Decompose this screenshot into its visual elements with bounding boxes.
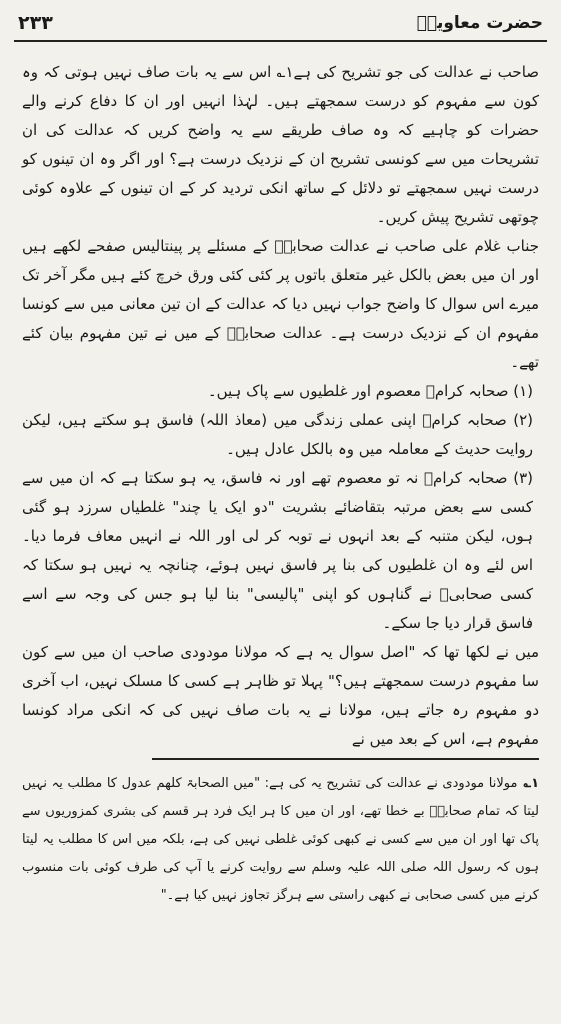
paragraph: صاحب نے عدالت کی جو تشریح کی ہے۱؎ اس سے یہ بات صاف نہیں ہوتی کہ وہ کون سے مفہوم کو درست سمجھتے ہیں۔ لہٰذا انہیں اور ان کا دفاع کرنے والے حضرات کو چاہیے کہ وہ صاف طریقے سے یہ واضح کریں کہ عدالت کی ان تشریحات میں سے کونسی تشریح ان کے نزدیک درست ہے؟ اور اگر وہ ان تینوں کو درست نہیں سمجھتے تو دلائل کے ساتھ انکی تردید کر کے ان تینوں کے علاوہ کوئی چوتھی تشریح پیش کریں۔: [22, 63, 539, 226]
footnote-marker: ۱؎: [523, 776, 539, 791]
running-title: حضرت معاویہؓ: [416, 13, 543, 33]
list-item: (۳) صحابہ کرامؓ نہ تو معصوم تھے اور نہ فاسق، یہ ہو سکتا ہے کہ ان میں سے کسی سے بعض مرتبہ بتقاضائے بشریت "دو ایک یا چند" غلطیاں سرزد ہو گئی ہوں، لیکن متنبہ کے بعد انہوں نے توبہ کر لی اور اللہ نے انہیں معاف فرما دیا۔ اس لئے وہ ان غلطیوں کی بنا پر فاسق نہیں ہوئے، چنانچہ یہ نہیں ہو سکتا کہ کسی صحابیؓ نے گناہوں کو اپنی "پالیسی" بنا لیا ہو جس کی وجہ سے اسے فاسق قرار دیا جا سکے۔: [22, 469, 533, 632]
page-number: ۲۳۳: [18, 12, 53, 34]
list-item: (۱) صحابہ کرامؓ معصوم اور غلطیوں سے پاک ہیں۔: [207, 382, 533, 400]
footnote-text: مولانا مودودی نے عدالت کی تشریح یہ کی ہے: "میں الصحابۃ کلھم عدول کا مطلب یہ نہیں لیتا کہ تمام صحابہؓ بے خطا تھے، اور ان میں کا ہر ایک فرد ہر قسم کی بشری کمزوریوں سے پاک تھا اور ان میں سے کسی نے کبھی کوئی غلطی نہیں کی ہے، بلکہ میں اس کا مطلب یہ لیتا ہوں کہ رسول اللہ صلی اللہ علیہ وسلم سے روایت کرنے یا آپ کی طرف کوئی بات منسوب کرنے میں کسی صحابی نے کبھی راستی سے ہرگز تجاوز نہیں کیا ہے۔": [22, 776, 539, 903]
footnote: [22, 770, 539, 910]
header-divider: [14, 40, 547, 42]
page-header: [18, 8, 543, 38]
paragraph: جناب غلام علی صاحب نے عدالت صحابہؓ کے مسئلے پر پینتالیس صفحے لکھے ہیں اور ان میں بعض بالکل غیر متعلق باتوں پر کئی کئی ورق خرچ کئے ہیں مگر آخر تک میرے اس سوال کا واضح جواب نہیں دیا کہ عدالت کے ان تین معانی میں سے کونسا مفہوم ان کے نزدیک درست ہے۔ عدالت صحابہؓ کے میں نے تین مفہوم بیان کئے تھے۔: [22, 237, 539, 371]
footnote-divider: [152, 758, 539, 760]
list-item: (۲) صحابہ کرامؓ اپنی عملی زندگی میں (معاذ اللہ) فاسق ہو سکتے ہیں، لیکن روایت حدیث کے معاملہ میں وہ بالکل عادل ہیں۔: [22, 411, 533, 458]
main-text: [22, 58, 539, 754]
paragraph: میں نے لکھا تھا کہ "اصل سوال یہ ہے کہ مولانا مودودی صاحب ان میں سے کون سا مفہوم درست سمجھتے ہیں؟" پہلا تو ظاہر ہے کسی کا مسلک نہیں، اب آخری دو مفہوم رہ جاتے ہیں، مولانا نے یہ بات صاف نہیں کی کہ انکی مراد کونسا مفہوم ہے، اس کے بعد میں نے: [22, 643, 539, 748]
